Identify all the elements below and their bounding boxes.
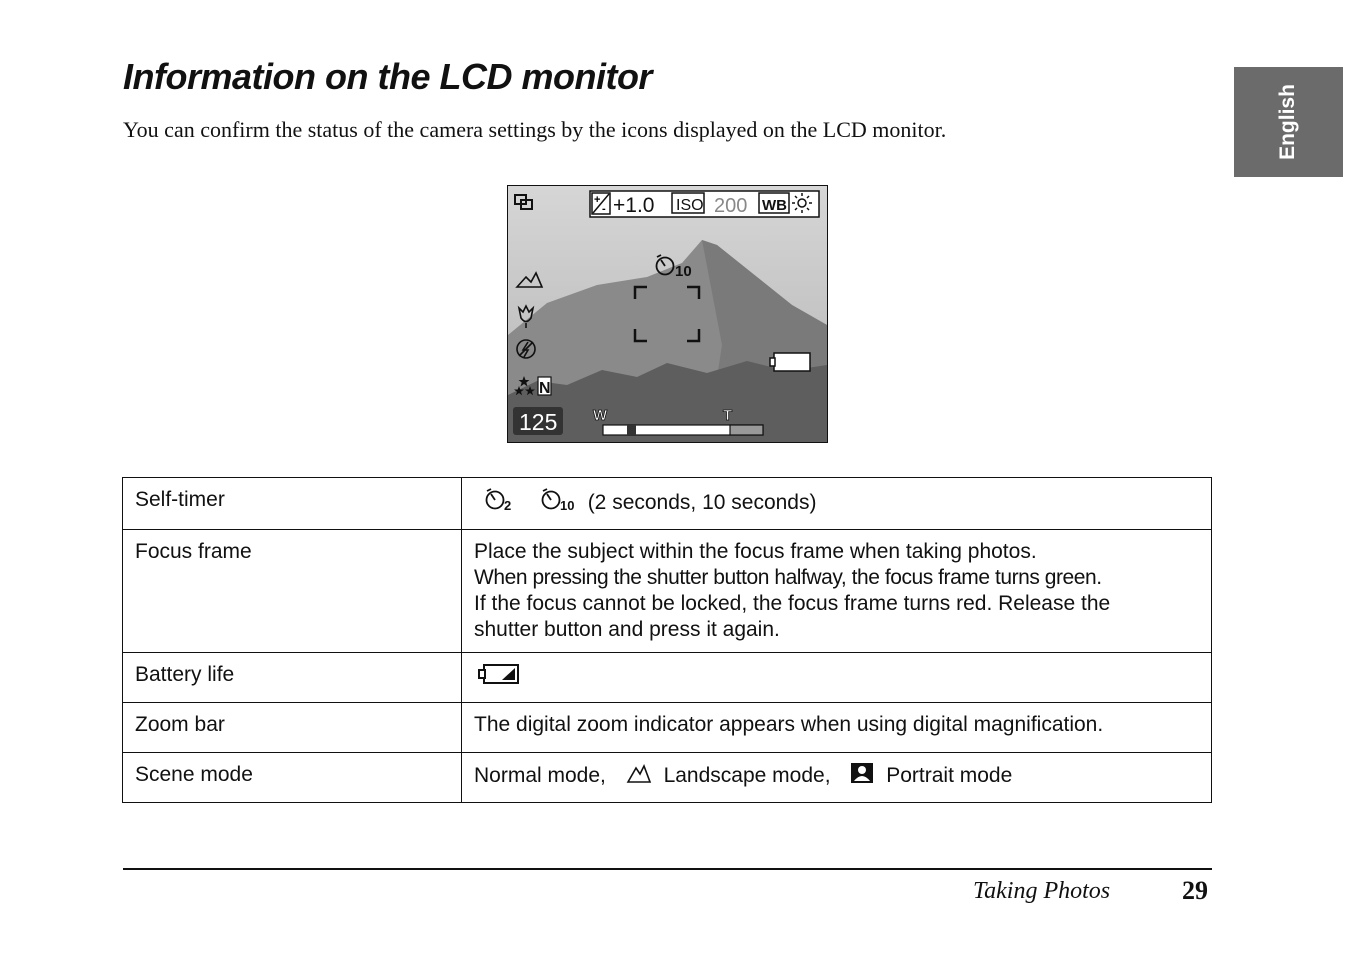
portrait-mode-label: Portrait mode (886, 764, 1013, 788)
svg-text:-: - (602, 203, 606, 215)
battery-icon (770, 353, 810, 371)
self-timer-10s-icon (540, 487, 582, 520)
svg-text:10: 10 (559, 498, 575, 513)
lcd-self-timer-value: 10 (675, 263, 692, 280)
self-timer-description: (2 seconds, 10 seconds) (587, 491, 817, 515)
exposure-compensation-icon (592, 193, 610, 215)
zoom-tele-label: T (723, 407, 733, 424)
language-tab (1234, 67, 1343, 177)
table-row (123, 753, 1212, 803)
lcd-iso-label: ISO (676, 197, 704, 214)
lcd-shots-remaining: 125 (519, 409, 558, 435)
landscape-icon (626, 762, 652, 791)
landscape-mode-label: Landscape mode, (663, 764, 831, 788)
table-row (123, 703, 1212, 753)
normal-mode-label: Normal mode, (474, 764, 606, 788)
row-label: Zoom bar (123, 703, 462, 753)
lcd-info-table (122, 477, 1212, 803)
zoom-wide-label: W (593, 407, 608, 424)
lcd-screen (507, 185, 828, 443)
row-label: Battery life (123, 653, 462, 703)
lcd-monitor-illustration (507, 185, 828, 443)
lcd-iso-value: 200 (714, 195, 748, 217)
focus-frame-description: Place the subject within the focus frame when taking photos. When pressing the shutter button halfway, the focus frame turns green. If the focus cannot be locked, the focus frame turns red. Release the shutter button and press it again. (462, 530, 1212, 653)
lcd-exposure-value: +1.0 (613, 194, 655, 217)
row-label: Self-timer (123, 478, 462, 530)
footer-section-title: Taking Photos (973, 878, 1111, 904)
row-label: Focus frame (123, 530, 462, 653)
lcd-wb-label: WB (762, 197, 787, 214)
page-number: 29 (1182, 876, 1208, 905)
page-title: Information on the LCD monitor (123, 56, 652, 97)
zoom-bar (603, 425, 763, 435)
table-row (123, 653, 1212, 703)
self-timer-2s-icon (484, 487, 516, 520)
zoom-bar-description: The digital zoom indicator appears when using digital magnification. (462, 703, 1212, 753)
lcd-quality-value: N (539, 380, 551, 397)
language-tab-label: English (1276, 84, 1299, 160)
intro-paragraph: You can confirm the status of the camera settings by the icons displayed on the LCD monitor. (123, 117, 947, 142)
row-label: Scene mode (123, 753, 462, 803)
svg-text:+: + (594, 194, 601, 206)
battery-icon (478, 662, 520, 693)
table-row (123, 478, 1212, 530)
svg-text:2: 2 (504, 498, 512, 513)
table-row (123, 530, 1212, 653)
portrait-icon (850, 762, 874, 791)
footer-divider (123, 868, 1212, 870)
